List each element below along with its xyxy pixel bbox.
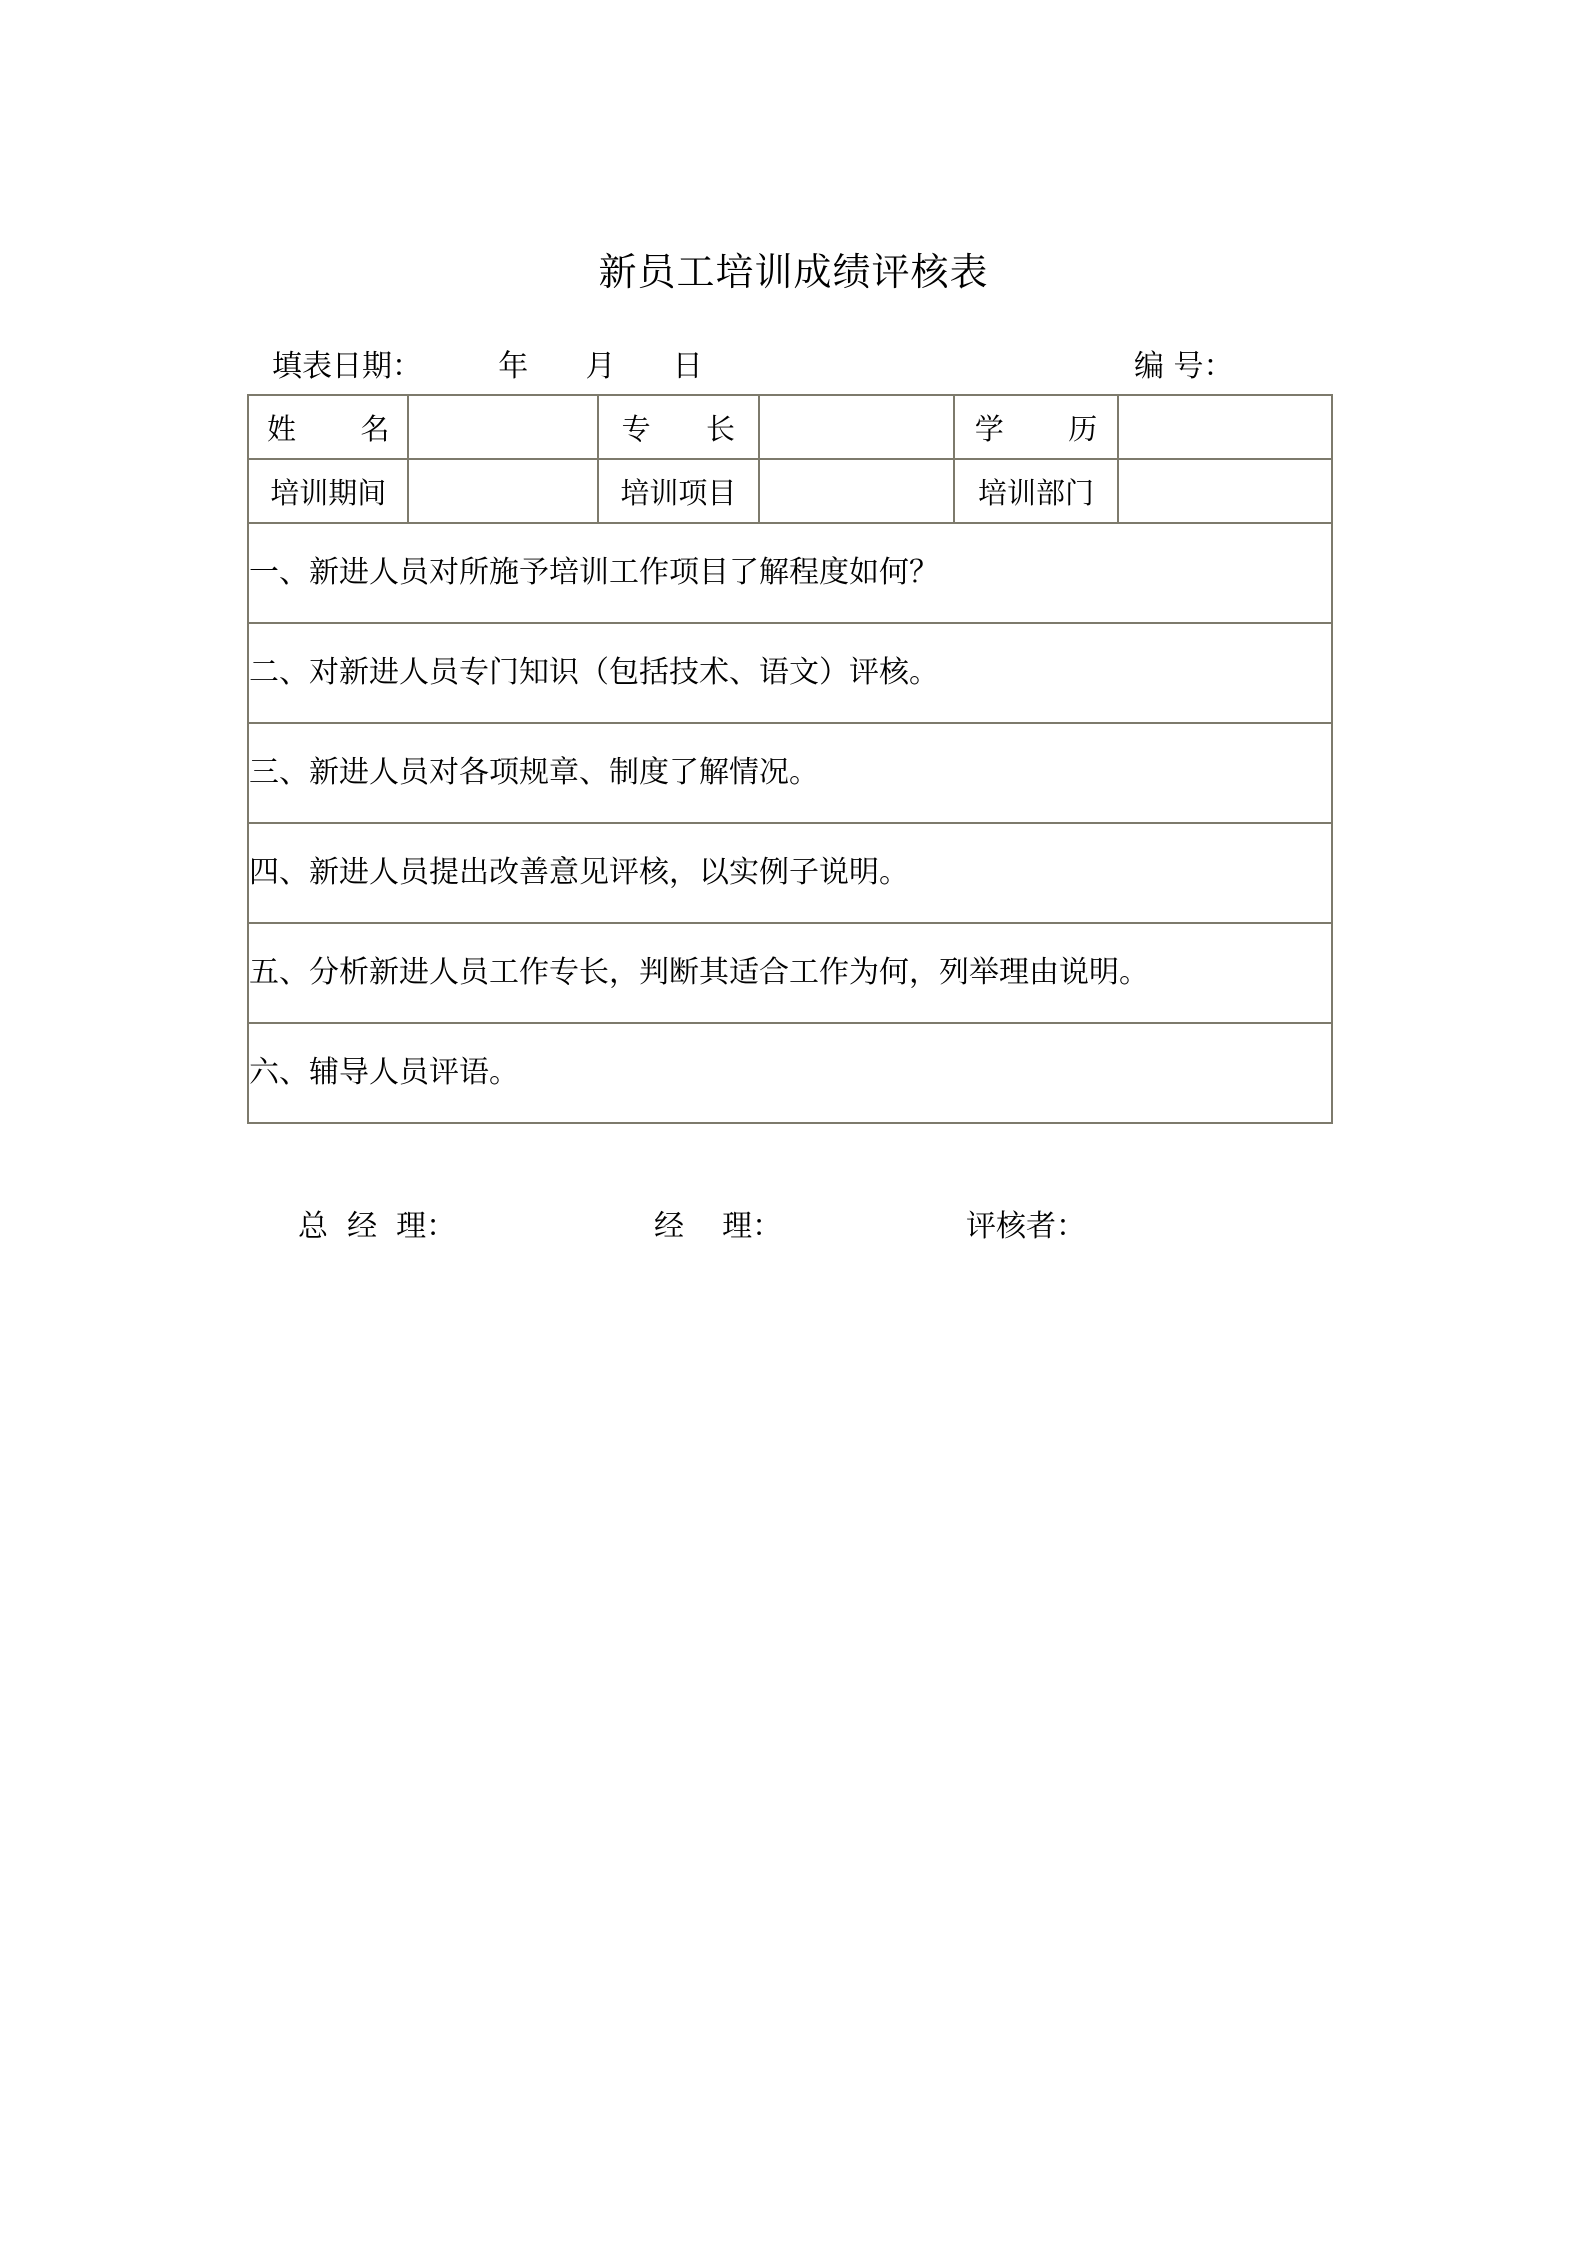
field-label-specialty: 专 长 [598, 395, 758, 459]
table-row [248, 395, 1332, 459]
fill-date-label: 填表日期： 年 月 日 [272, 349, 703, 384]
table-row [248, 723, 1332, 823]
signature-reviewer[interactable]: 评核者： [966, 1209, 1086, 1244]
field-value-education[interactable] [1118, 395, 1332, 459]
question-item-3[interactable]: 三、新进人员对各项规章、制度了解情况。 [248, 723, 1332, 823]
question-item-5[interactable]: 五、分析新进人员工作专长，判断其适合工作为何，列举理由说明。 [248, 923, 1332, 1023]
question-item-2[interactable]: 二、对新进人员专门知识（包括技术、语文）评核。 [248, 623, 1332, 723]
table-row [248, 1023, 1332, 1123]
form-meta-row [254, 346, 1334, 390]
table-row [248, 823, 1332, 923]
question-item-1[interactable]: 一、新进人员对所施予培训工作项目了解程度如何？ [248, 523, 1332, 623]
field-label-name: 姓 名 [248, 395, 408, 459]
field-label-training-department: 培训部门 [954, 459, 1119, 523]
page-title: 新员工培训成绩评核表 [598, 250, 989, 294]
field-label-education: 学 历 [954, 395, 1119, 459]
field-label-training-period: 培训期间 [248, 459, 408, 523]
question-item-6[interactable]: 六、辅导人员评语。 [248, 1023, 1332, 1123]
question-item-4[interactable]: 四、新进人员提出改善意见评核，以实例子说明。 [248, 823, 1332, 923]
signature-general-manager[interactable]: 总 经 理： [298, 1209, 457, 1244]
field-value-specialty[interactable] [759, 395, 954, 459]
signature-manager[interactable]: 经 理： [654, 1209, 783, 1244]
field-value-name[interactable] [408, 395, 598, 459]
field-value-training-department[interactable] [1118, 459, 1332, 523]
table-row [248, 459, 1332, 523]
serial-number-label: 编 号： [1134, 349, 1234, 384]
signature-row [254, 1204, 1334, 1254]
field-value-training-program[interactable] [759, 459, 954, 523]
evaluation-form-table [247, 394, 1333, 1124]
field-value-training-period[interactable] [408, 459, 598, 523]
table-row [248, 923, 1332, 1023]
table-row [248, 623, 1332, 723]
table-row [248, 523, 1332, 623]
field-label-training-program: 培训项目 [598, 459, 758, 523]
